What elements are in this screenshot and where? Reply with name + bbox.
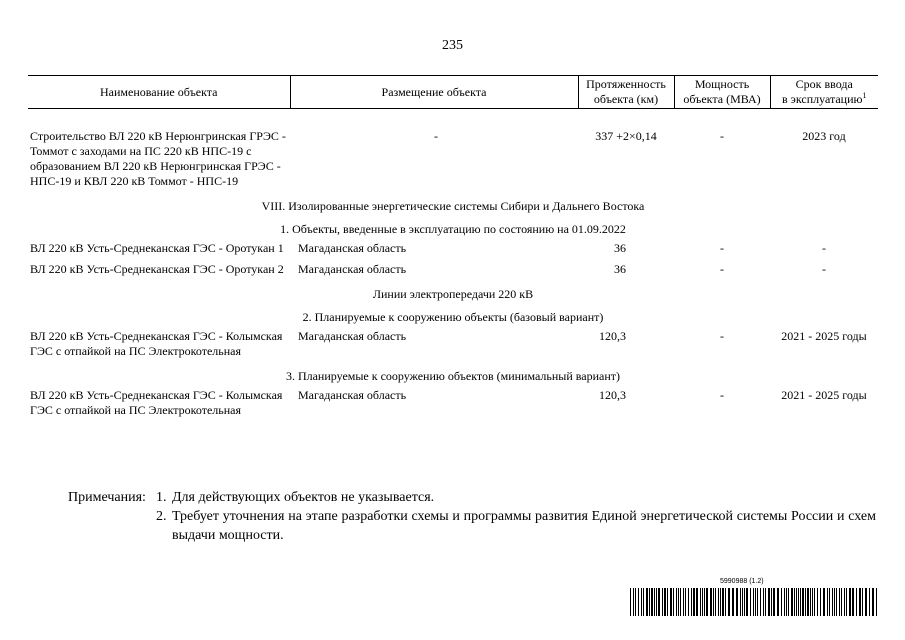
row-length: 36 bbox=[614, 241, 626, 255]
row-power: - bbox=[720, 388, 724, 402]
notes-block bbox=[68, 488, 876, 545]
row-name: ВЛ 220 кВ Усть-Среднеканская ГЭС - Колымская ГЭС с отпайкой на ПС Электрокотельная bbox=[30, 329, 283, 358]
subsection-heading: Линии электропередачи 220 кВ bbox=[372, 287, 534, 301]
notes-label: Примечания: bbox=[68, 490, 146, 505]
row-date: 2021 - 2025 годы bbox=[781, 388, 867, 402]
section-heading: VIII. Изолированные энергетические системы Сибири и Дальнего Востока bbox=[261, 199, 645, 213]
barcode bbox=[630, 578, 880, 618]
page-number: 235 bbox=[442, 38, 463, 53]
subsection-heading: 3. Планируемые к сооружению объектов (минимальный вариант) bbox=[285, 369, 621, 383]
objects-table bbox=[28, 75, 878, 424]
subsection-heading: 1. Объекты, введенные в эксплуатацию по состоянию на 01.09.2022 bbox=[280, 222, 626, 236]
row-date: - bbox=[822, 241, 826, 255]
row-power: - bbox=[720, 129, 724, 143]
barcode-id: 5990988 (1.2) bbox=[720, 578, 764, 585]
row-power: - bbox=[720, 329, 724, 343]
row-name: Строительство ВЛ 220 кВ Нерюнгринская ГРЭС - Томмот с заходами на ПС 220 кВ НПС-19 с образованием ВЛ 220 кВ Нерюнгринская ГРЭС - НПС-19 и КВЛ 220 кВ Томмот - НПС-19 bbox=[30, 129, 286, 188]
row-length: 337 +2×0,14 bbox=[595, 129, 657, 143]
note-1: Примечания: 1. Для действующих объектов не указывается. bbox=[68, 490, 435, 505]
row-date: 2023 год bbox=[802, 129, 846, 143]
row-date: - bbox=[822, 262, 826, 276]
row-placement: Магаданская область bbox=[298, 329, 407, 343]
row-length: 120,3 bbox=[599, 388, 626, 402]
row-power: - bbox=[720, 241, 724, 255]
header-length: Протяженность объекта (км) bbox=[578, 76, 674, 109]
table-header-row bbox=[28, 76, 878, 109]
subsection-heading: 2. Планируемые к сооружению объекты (базовый вариант) bbox=[302, 310, 604, 324]
table-row bbox=[28, 329, 878, 365]
header-commissioning: Срок ввода в эксплуатацию$^1$ bbox=[770, 76, 878, 109]
row-placement: Магаданская область bbox=[298, 388, 407, 402]
header-power: Мощность объекта (МВА) bbox=[674, 76, 770, 109]
row-placement: Магаданская область bbox=[298, 241, 407, 255]
table-row bbox=[28, 388, 878, 424]
footnote-marker: 1 bbox=[862, 91, 867, 100]
row-name: ВЛ 220 кВ Усть-Среднеканская ГЭС - Оротукан 2 bbox=[30, 262, 284, 276]
row-length: 36 bbox=[614, 262, 626, 276]
header-placement: Размещение объекта bbox=[290, 76, 578, 109]
row-placement: Магаданская область bbox=[298, 262, 407, 276]
row-power: - bbox=[720, 262, 724, 276]
table-row bbox=[28, 129, 878, 195]
row-date: 2021 - 2025 годы bbox=[781, 329, 867, 343]
note-2: 2. Требует уточнения на этапе разработки схемы и программы развития Единой энергетической системы России и схем выдачи мощности. bbox=[156, 509, 876, 543]
table-row bbox=[28, 241, 878, 262]
row-name: ВЛ 220 кВ Усть-Среднеканская ГЭС - Оротукан 1 bbox=[30, 241, 284, 255]
header-name: Наименование объекта bbox=[28, 76, 290, 109]
barcode-icon bbox=[630, 588, 880, 616]
row-name: ВЛ 220 кВ Усть-Среднеканская ГЭС - Колымская ГЭС с отпайкой на ПС Электрокотельная bbox=[30, 388, 283, 417]
row-length: 120,3 bbox=[599, 329, 626, 343]
row-placement: - bbox=[434, 129, 438, 143]
table-row bbox=[28, 262, 878, 283]
